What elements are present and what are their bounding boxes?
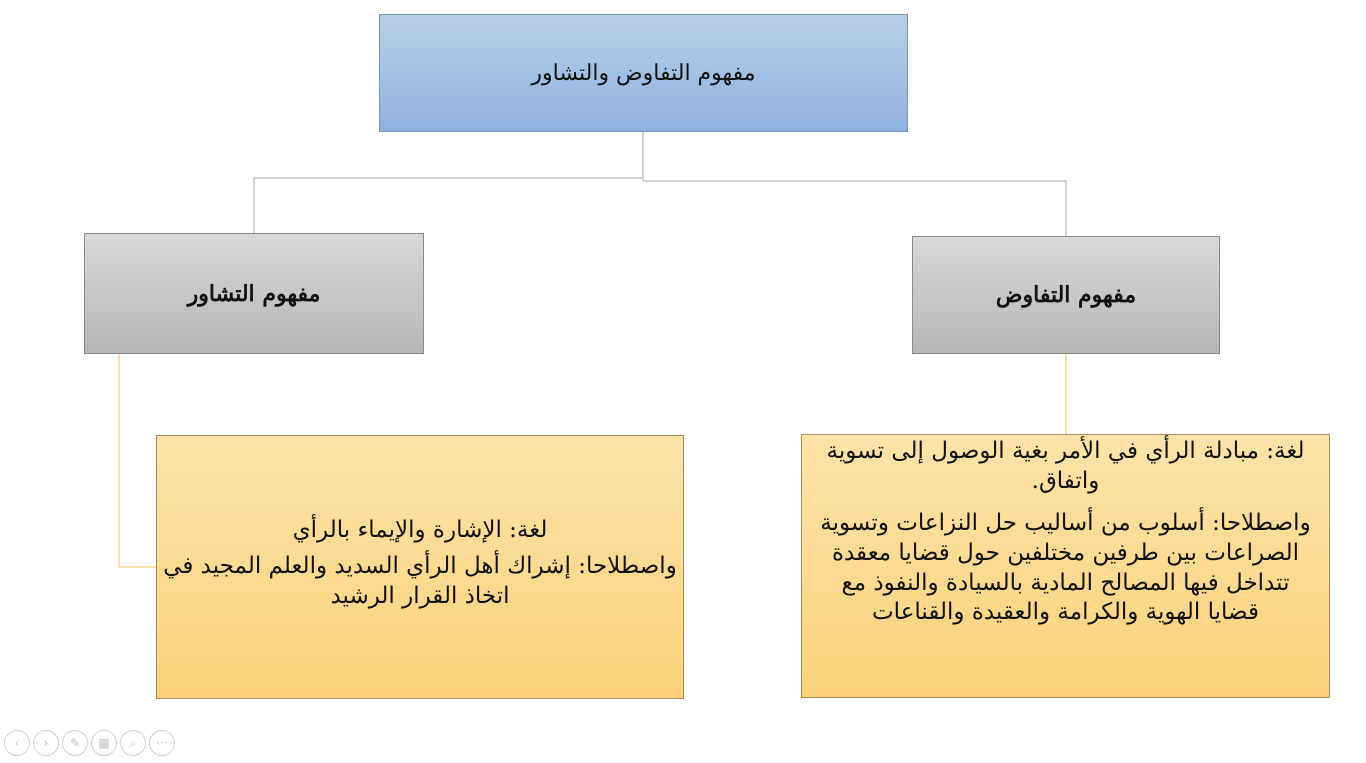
shura-concept-box [84,233,424,354]
shura-concept-title: مفهوم التشاور [187,280,321,307]
slides-icon[interactable]: ▦ [91,730,117,756]
connector-root-to-tafawud [643,132,1066,236]
tafawud-technical-definition: واصطلاحا: أسلوب من أساليب حل النزاعات وتسوية الصراعات بين طرفين مختلفين حول قضايا معقدة تتداخل فيها المصالح المادية بالسيادة والنفوذ مع قضايا الهوية والكرامة والعقيدة والقناعات [820,509,1311,626]
shura-technical-definition: واصطلاحا: إشراك أهل الرأي السديد والعلم المجيد في اتخاذ القرار الرشيد [163,553,677,609]
previous-icon[interactable]: ‹ [4,730,30,756]
tafawud-concept-box [912,236,1220,354]
connector-shura-to-note [119,354,156,567]
pen-icon[interactable]: ✎ [62,730,88,756]
tafawud-concept-title: مفهوم التفاوض [995,282,1137,308]
zoom-icon[interactable]: ⌕ [120,730,146,756]
root-concept-title: مفهوم التفاوض والتشاور [531,60,756,86]
tafawud-linguistic-definition: لغة: مبادلة الرأي في الأمر بغية الوصول إلى تسوية واتفاق. [826,438,1305,494]
shura-linguistic-definition: لغة: الإشارة والإيماء بالرأي [292,517,548,544]
tafawud-definition-box [801,434,1330,698]
next-icon[interactable]: › [33,730,59,756]
more-icon[interactable]: ··· [149,730,175,756]
root-concept-box [379,14,908,132]
connector-root-to-shura [254,178,643,233]
presentation-toolbar [4,730,175,756]
shura-definition-box [156,435,684,699]
